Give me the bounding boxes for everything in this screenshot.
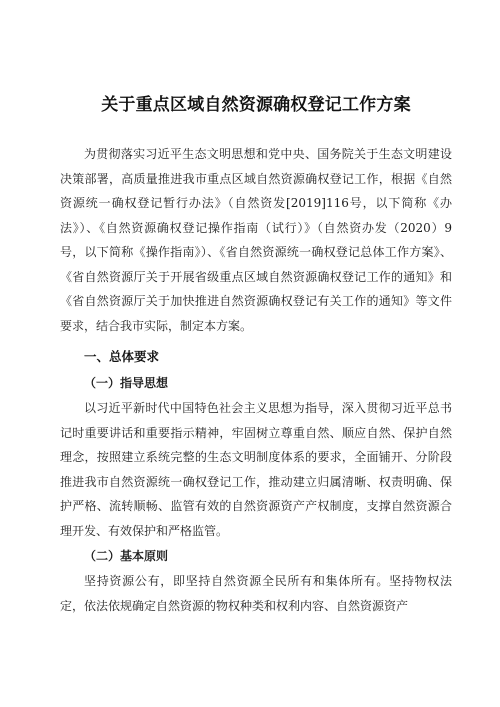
intro-paragraph: 为贯彻落实习近平生态文明思想和党中央、国务院关于生态文明建设决策部署，高质量推进我市重点区域自然资源确权登记工作，根据《自然资源统一确权登记暂行办法》（自然资发[2019]116号，以下简称《办法》）、《自然资源确权登记操作指南（试行）》（自然资办发（2020）9号，以下简称《操作指南》）、《省自然资源统一确权登记总体工作方案》、《省自然资源厅关于开展省级重点区域自然资源确权登记工作的通知》和《省自然资源厅关于加快推进自然资源确权登记有关工作的通知》等文件要求，结合我市实际，制定本方案。 — [60, 147, 452, 333]
subsection-heading-guiding-ideology: （一）指导思想 — [84, 376, 169, 390]
guiding-ideology-paragraph: 以习近平新时代中国特色社会主义思想为指导，深入贯彻习近平总书记时重要讲话和重要指示精神，牢固树立尊重自然、顺应自然、保护自然理念，按照建立系统完整的生态文明制度体系的要求，全面铺开、分阶段推进我市自然资源统一确权登记工作，推动建立归属清晰、权责明确、保护严格、流转顺畅、监管有效的自然资源资产产权制度，支撑自然资源合理开发、有效保护和严格监管。 — [60, 401, 452, 538]
basic-principles-paragraph: 坚持资源公有，即坚持自然资源全民所有和集体所有。坚持物权法定，依法依规确定自然资源的物权种类和权利内容、自然资源资产 — [60, 574, 452, 613]
document-title: 关于重点区域自然资源确权登记工作方案 — [101, 95, 411, 115]
subsection-heading-basic-principles: （二）基本原则 — [84, 549, 169, 563]
section-heading-overall-requirements: 一、总体要求 — [84, 349, 160, 364]
